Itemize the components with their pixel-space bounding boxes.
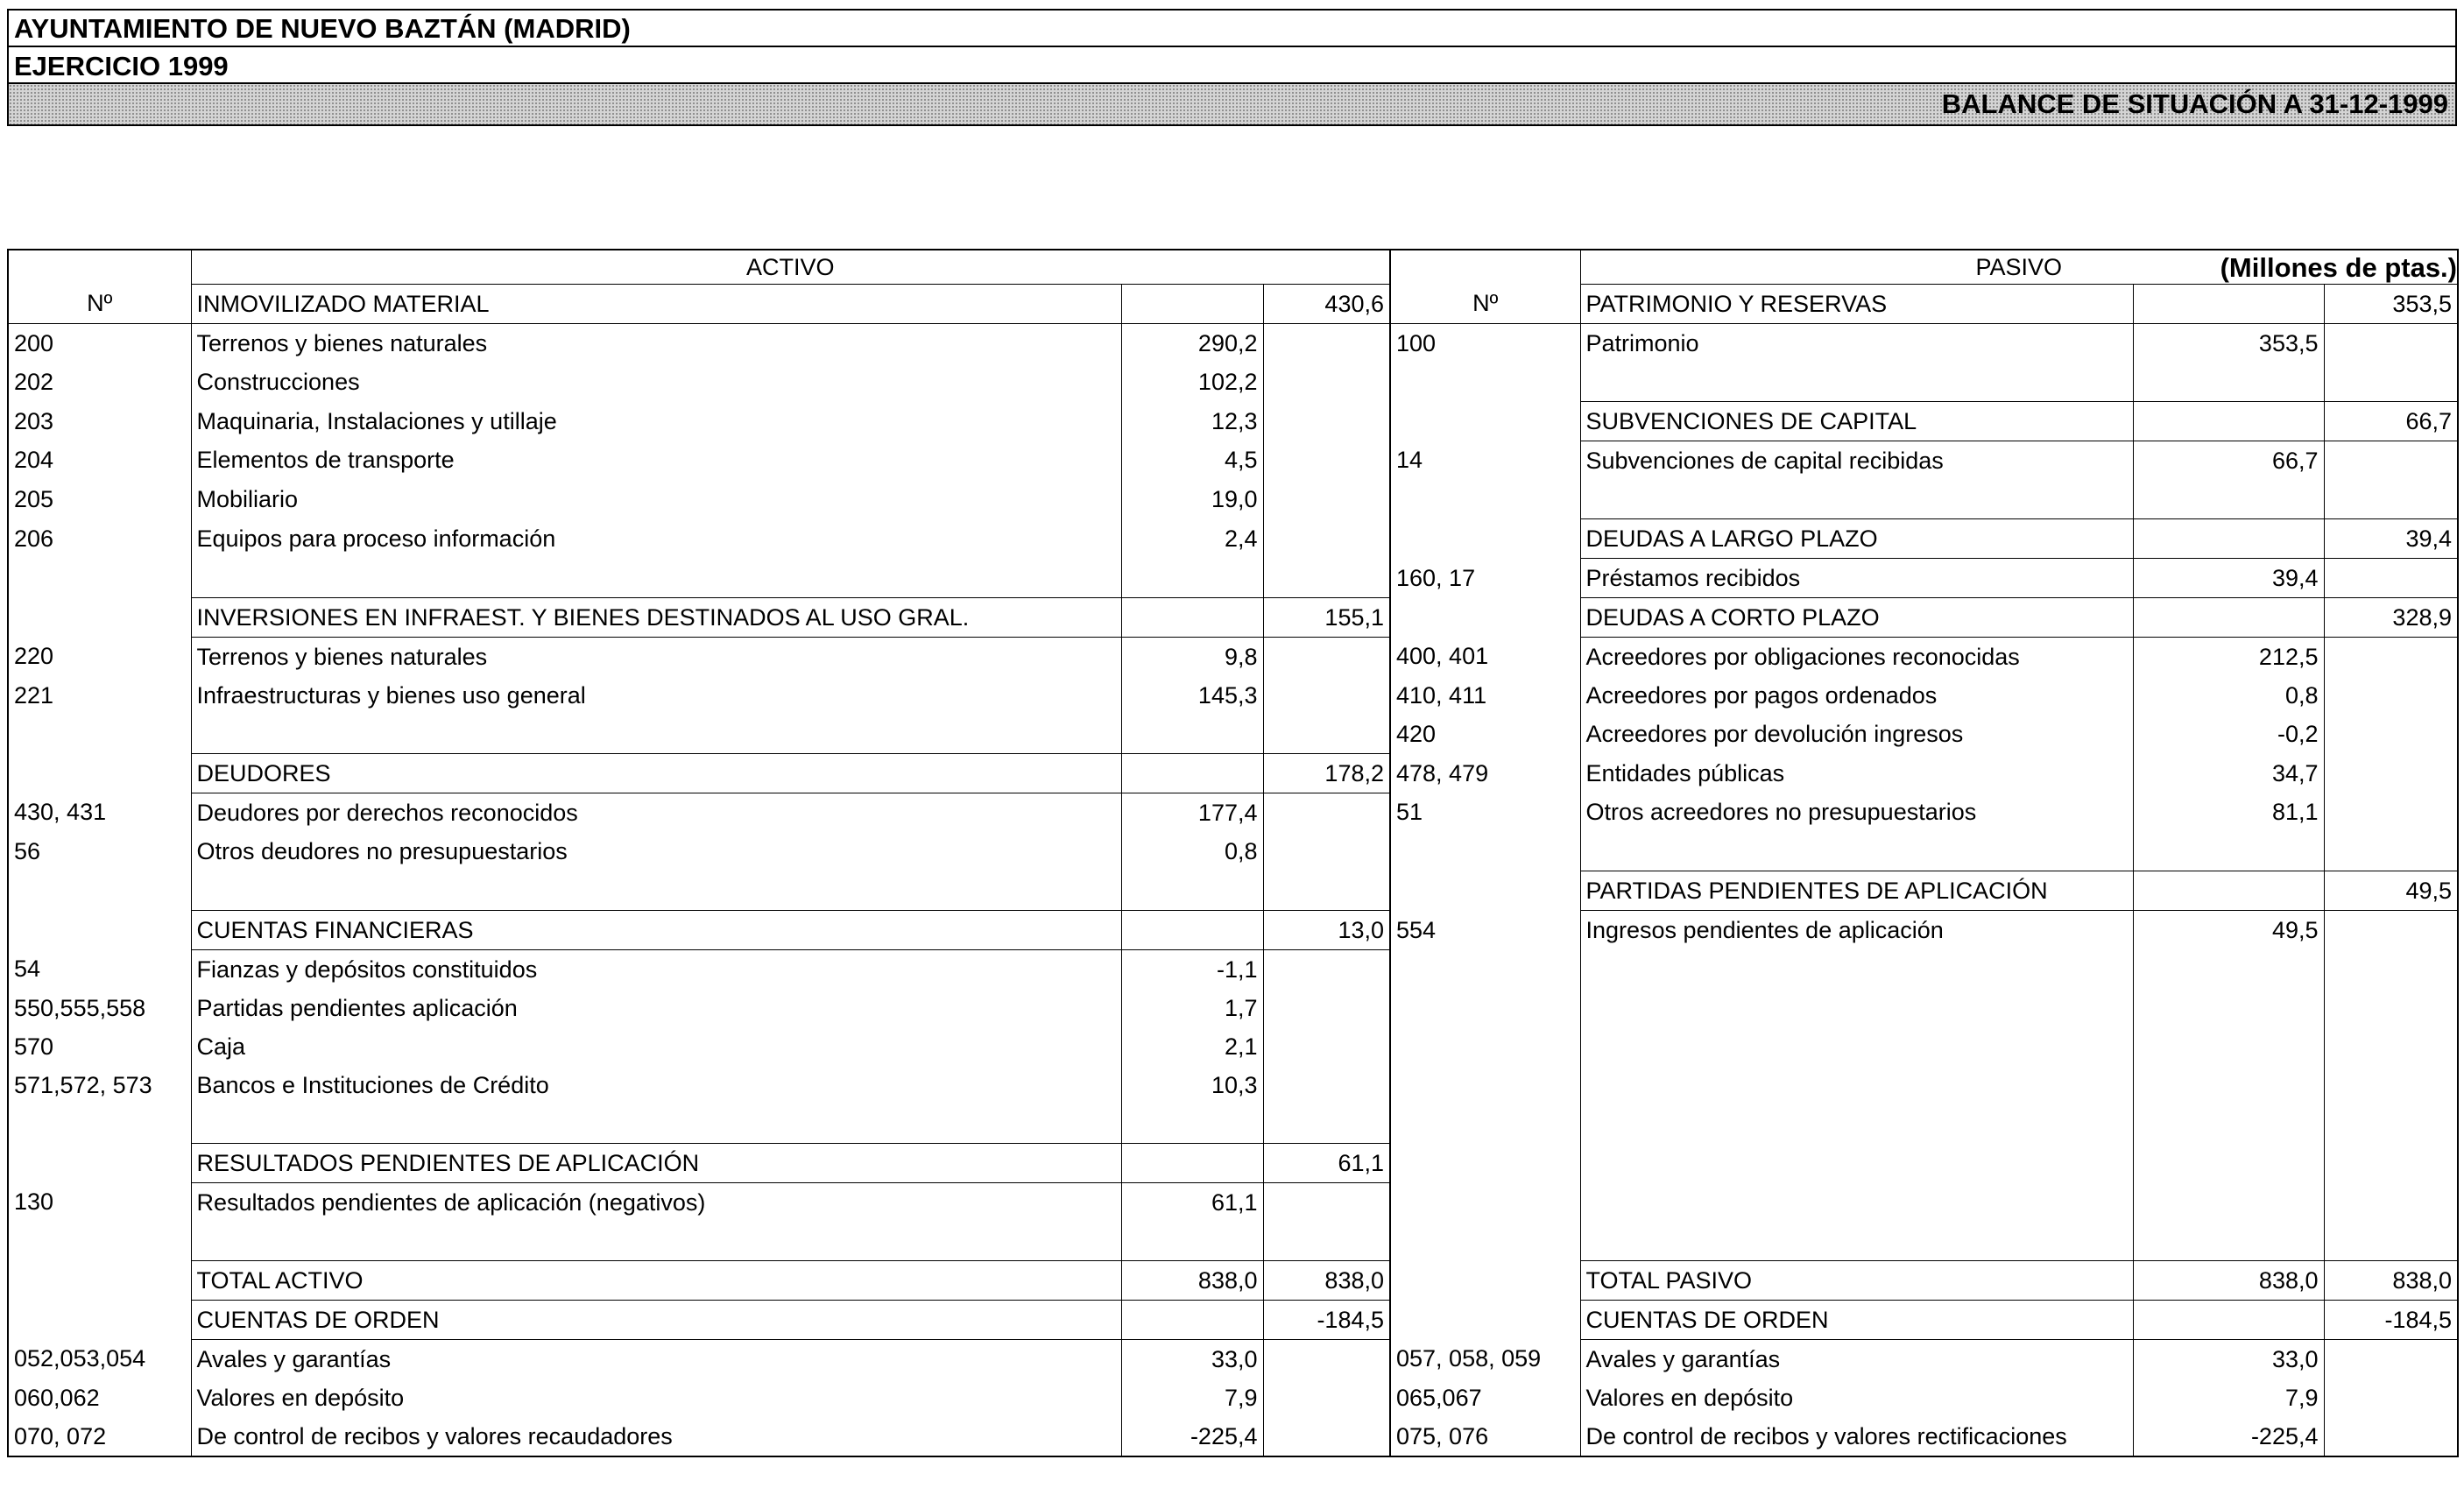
pasivo-label-cell xyxy=(1580,1222,2133,1261)
pasivo-code-cell: 51 xyxy=(1390,793,1580,833)
pasivo-total-cell xyxy=(2324,1027,2458,1066)
pasivo-label-cell: Ingresos pendientes de aplicación xyxy=(1580,911,2133,950)
activo-value-cell xyxy=(1121,1104,1263,1144)
pasivo-label-cell xyxy=(1580,989,2133,1027)
activo-code-cell xyxy=(8,1144,191,1183)
pasivo-total-cell xyxy=(2324,559,2458,598)
table-row xyxy=(8,402,2458,441)
activo-code-cell: 070, 072 xyxy=(8,1417,191,1456)
activo-label-cell: Avales y garantías xyxy=(191,1340,1121,1379)
pasivo-total-cell xyxy=(2324,754,2458,793)
table-row xyxy=(8,1104,2458,1144)
activo-label-cell: Otros deudores no presupuestarios xyxy=(191,832,1121,871)
activo-value-cell: 4,5 xyxy=(1121,441,1263,481)
pasivo-header: PASIVO xyxy=(1580,250,2458,285)
activo-total-cell xyxy=(1263,1104,1390,1144)
activo-total-cell xyxy=(1263,989,1390,1027)
pasivo-value-cell xyxy=(2133,1144,2324,1183)
pasivo-label-cell: Avales y garantías xyxy=(1580,1340,2133,1379)
activo-total-cell xyxy=(1263,480,1390,519)
activo-label-cell: CUENTAS DE ORDEN xyxy=(191,1301,1121,1340)
pasivo-value-cell xyxy=(2133,363,2324,402)
activo-total-cell: 178,2 xyxy=(1263,754,1390,793)
pasivo-total-cell xyxy=(2324,832,2458,871)
pasivo-total-cell xyxy=(2324,1066,2458,1104)
pasivo-label-cell: PATRIMONIO Y RESERVAS xyxy=(1580,285,2133,324)
activo-total-cell xyxy=(1263,871,1390,911)
activo-code-cell: 54 xyxy=(8,950,191,990)
pasivo-label-cell: Entidades públicas xyxy=(1580,754,2133,793)
pasivo-value-cell: 353,5 xyxy=(2133,324,2324,363)
activo-value-cell: 10,3 xyxy=(1121,1066,1263,1104)
activo-value-cell: 33,0 xyxy=(1121,1340,1263,1379)
activo-total-cell xyxy=(1263,402,1390,441)
pasivo-code-cell xyxy=(1390,402,1580,441)
table-row xyxy=(8,871,2458,911)
activo-label-cell: Construcciones xyxy=(191,363,1121,402)
activo-total-cell xyxy=(1263,793,1390,833)
pasivo-total-cell xyxy=(2324,441,2458,481)
pasivo-code-cell xyxy=(1390,480,1580,519)
activo-total-cell: -184,5 xyxy=(1263,1301,1390,1340)
balance-sheet-table xyxy=(7,249,2459,1457)
activo-code-cell: 571,572, 573 xyxy=(8,1066,191,1104)
pasivo-total-cell xyxy=(2324,911,2458,950)
pasivo-code-cell xyxy=(1390,1301,1580,1340)
pasivo-code-cell xyxy=(1390,950,1580,990)
activo-label-cell: Caja xyxy=(191,1027,1121,1066)
pasivo-code-cell xyxy=(1390,363,1580,402)
activo-value-cell: 9,8 xyxy=(1121,638,1263,677)
activo-total-cell: 61,1 xyxy=(1263,1144,1390,1183)
pasivo-code-cell: 160, 17 xyxy=(1390,559,1580,598)
pasivo-code-cell xyxy=(1390,519,1580,559)
pasivo-total-cell xyxy=(2324,989,2458,1027)
activo-label-cell: Resultados pendientes de aplicación (negativos) xyxy=(191,1183,1121,1223)
activo-code-cell: 221 xyxy=(8,676,191,715)
activo-code-cell: 200 xyxy=(8,324,191,363)
activo-code-cell xyxy=(8,1222,191,1261)
activo-label-cell: INVERSIONES EN INFRAEST. Y BIENES DESTINADOS AL USO GRAL. xyxy=(191,598,1121,638)
pasivo-label-cell: PARTIDAS PENDIENTES DE APLICACIÓN xyxy=(1580,871,2133,911)
activo-value-cell xyxy=(1121,1301,1263,1340)
pasivo-code-cell xyxy=(1390,598,1580,638)
pasivo-total-cell xyxy=(2324,638,2458,677)
pasivo-label-cell: Préstamos recibidos xyxy=(1580,559,2133,598)
pasivo-label-cell: Acreedores por pagos ordenados xyxy=(1580,676,2133,715)
pasivo-value-cell xyxy=(2133,598,2324,638)
activo-label-cell: Equipos para proceso información xyxy=(191,519,1121,559)
activo-value-cell: 2,1 xyxy=(1121,1027,1263,1066)
pasivo-code-cell xyxy=(1390,1261,1580,1301)
pasivo-value-cell xyxy=(2133,1066,2324,1104)
activo-value-cell: 2,4 xyxy=(1121,519,1263,559)
pasivo-value-cell xyxy=(2133,1104,2324,1144)
pasivo-value-cell: 7,9 xyxy=(2133,1379,2324,1417)
pasivo-total-cell: 49,5 xyxy=(2324,871,2458,911)
activo-label-cell: Fianzas y depósitos constituidos xyxy=(191,950,1121,990)
activo-value-cell: 7,9 xyxy=(1121,1379,1263,1417)
table-row xyxy=(8,1183,2458,1223)
table-row xyxy=(8,363,2458,402)
pasivo-value-cell: 34,7 xyxy=(2133,754,2324,793)
table-row xyxy=(8,441,2458,481)
activo-code-cell: 550,555,558 xyxy=(8,989,191,1027)
activo-total-cell xyxy=(1263,363,1390,402)
activo-total-cell xyxy=(1263,519,1390,559)
pasivo-value-cell xyxy=(2133,519,2324,559)
pasivo-value-cell: 33,0 xyxy=(2133,1340,2324,1379)
table-row xyxy=(8,598,2458,638)
pasivo-total-cell xyxy=(2324,480,2458,519)
activo-label-cell: De control de recibos y valores recaudadores xyxy=(191,1417,1121,1456)
activo-label-cell: Terrenos y bienes naturales xyxy=(191,638,1121,677)
table-row xyxy=(8,480,2458,519)
activo-code-cell: 220 xyxy=(8,638,191,677)
pasivo-code-cell: 478, 479 xyxy=(1390,754,1580,793)
exercise-title: EJERCICIO 1999 xyxy=(7,46,2457,84)
table-row xyxy=(8,793,2458,833)
activo-code-cell xyxy=(8,559,191,598)
activo-value-cell: -1,1 xyxy=(1121,950,1263,990)
pasivo-value-cell xyxy=(2133,989,2324,1027)
pasivo-total-cell: -184,5 xyxy=(2324,1301,2458,1340)
activo-label-cell xyxy=(191,1222,1121,1261)
pasivo-label-cell: SUBVENCIONES DE CAPITAL xyxy=(1580,402,2133,441)
activo-value-cell xyxy=(1121,911,1263,950)
pasivo-total-cell xyxy=(2324,324,2458,363)
activo-total-cell: 430,6 xyxy=(1263,285,1390,324)
activo-total-cell xyxy=(1263,832,1390,871)
pasivo-code-cell xyxy=(1390,1066,1580,1104)
pasivo-label-cell: Acreedores por obligaciones reconocidas xyxy=(1580,638,2133,677)
table-row xyxy=(8,638,2458,677)
entity-title: AYUNTAMIENTO DE NUEVO BAZTÁN (MADRID) xyxy=(7,9,2457,47)
activo-label-cell: RESULTADOS PENDIENTES DE APLICACIÓN xyxy=(191,1144,1121,1183)
activo-total-cell xyxy=(1263,1379,1390,1417)
activo-code-cell: 202 xyxy=(8,363,191,402)
pasivo-value-cell xyxy=(2133,1222,2324,1261)
activo-value-cell xyxy=(1121,1222,1263,1261)
table-row xyxy=(8,950,2458,990)
pasivo-label-cell: DEUDAS A LARGO PLAZO xyxy=(1580,519,2133,559)
activo-label-cell: INMOVILIZADO MATERIAL xyxy=(191,285,1121,324)
pasivo-label-cell: De control de recibos y valores rectificaciones xyxy=(1580,1417,2133,1456)
activo-code-cell xyxy=(8,1261,191,1301)
activo-total-cell xyxy=(1263,559,1390,598)
report-title: BALANCE DE SITUACIÓN A 31-12-1999 xyxy=(7,82,2457,126)
pasivo-code-cell: 065,067 xyxy=(1390,1379,1580,1417)
table-row xyxy=(8,324,2458,363)
pasivo-value-cell: -0,2 xyxy=(2133,715,2324,754)
activo-total-cell xyxy=(1263,441,1390,481)
pasivo-label-cell xyxy=(1580,1183,2133,1223)
activo-value-cell xyxy=(1121,871,1263,911)
activo-value-cell: 838,0 xyxy=(1121,1261,1263,1301)
activo-code-cell: 203 xyxy=(8,402,191,441)
activo-code-cell xyxy=(8,598,191,638)
activo-total-cell xyxy=(1263,676,1390,715)
balance-rows xyxy=(8,250,2458,1456)
activo-value-cell: 177,4 xyxy=(1121,793,1263,833)
activo-value-cell: 61,1 xyxy=(1121,1183,1263,1223)
activo-total-cell xyxy=(1263,324,1390,363)
pasivo-total-cell xyxy=(2324,676,2458,715)
activo-total-cell: 13,0 xyxy=(1263,911,1390,950)
activo-label-cell: Mobiliario xyxy=(191,480,1121,519)
activo-code-cell xyxy=(8,911,191,950)
activo-label-cell xyxy=(191,1104,1121,1144)
activo-code-cell xyxy=(8,871,191,911)
activo-value-cell xyxy=(1121,285,1263,324)
pasivo-total-cell: 328,9 xyxy=(2324,598,2458,638)
activo-code-cell xyxy=(8,1301,191,1340)
pasivo-value-cell xyxy=(2133,950,2324,990)
activo-value-cell: 290,2 xyxy=(1121,324,1263,363)
activo-value-cell: 19,0 xyxy=(1121,480,1263,519)
table-row xyxy=(8,519,2458,559)
activo-label-cell: Bancos e Instituciones de Crédito xyxy=(191,1066,1121,1104)
pasivo-code-cell xyxy=(1390,1222,1580,1261)
activo-code-cell: 205 xyxy=(8,480,191,519)
pasivo-code-cell: 554 xyxy=(1390,911,1580,950)
pasivo-code-cell xyxy=(1390,1183,1580,1223)
pasivo-total-cell: 353,5 xyxy=(2324,285,2458,324)
pasivo-code-cell xyxy=(1390,1027,1580,1066)
activo-total-cell: 155,1 xyxy=(1263,598,1390,638)
pasivo-label-cell xyxy=(1580,832,2133,871)
pasivo-total-cell xyxy=(2324,1379,2458,1417)
activo-label-cell: Infraestructuras y bienes uso general xyxy=(191,676,1121,715)
activo-label-cell: CUENTAS FINANCIERAS xyxy=(191,911,1121,950)
pasivo-label-cell xyxy=(1580,1104,2133,1144)
activo-code-cell: 204 xyxy=(8,441,191,481)
activo-label-cell: Maquinaria, Instalaciones y utillaje xyxy=(191,402,1121,441)
pasivo-label-cell xyxy=(1580,363,2133,402)
pasivo-code-cell: 14 xyxy=(1390,441,1580,481)
pasivo-total-cell: 66,7 xyxy=(2324,402,2458,441)
activo-total-cell xyxy=(1263,1027,1390,1066)
table-row xyxy=(8,989,2458,1027)
table-row xyxy=(8,285,2458,324)
activo-value-cell xyxy=(1121,598,1263,638)
pasivo-label-cell: Patrimonio xyxy=(1580,324,2133,363)
table-row xyxy=(8,1340,2458,1379)
activo-value-cell xyxy=(1121,559,1263,598)
pasivo-value-cell xyxy=(2133,1301,2324,1340)
activo-value-cell: 12,3 xyxy=(1121,402,1263,441)
activo-code-cell xyxy=(8,715,191,754)
activo-value-cell xyxy=(1121,715,1263,754)
activo-label-cell: Terrenos y bienes naturales xyxy=(191,324,1121,363)
pasivo-label-cell: CUENTAS DE ORDEN xyxy=(1580,1301,2133,1340)
section-header-row xyxy=(8,250,2458,285)
activo-label-cell xyxy=(191,715,1121,754)
activo-code-cell: 430, 431 xyxy=(8,793,191,833)
activo-label-cell: DEUDORES xyxy=(191,754,1121,793)
table-row xyxy=(8,715,2458,754)
pasivo-total-cell xyxy=(2324,715,2458,754)
pasivo-label-cell: DEUDAS A CORTO PLAZO xyxy=(1580,598,2133,638)
activo-value-cell: 0,8 xyxy=(1121,832,1263,871)
pasivo-label-cell: Otros acreedores no presupuestarios xyxy=(1580,793,2133,833)
activo-total-cell xyxy=(1263,1417,1390,1456)
pasivo-code-cell: 100 xyxy=(1390,324,1580,363)
activo-value-cell: 1,7 xyxy=(1121,989,1263,1027)
pasivo-total-cell xyxy=(2324,1340,2458,1379)
activo-label-cell: TOTAL ACTIVO xyxy=(191,1261,1121,1301)
activo-code-cell: 570 xyxy=(8,1027,191,1066)
activo-label-cell: Valores en depósito xyxy=(191,1379,1121,1417)
activo-total-cell: 838,0 xyxy=(1263,1261,1390,1301)
activo-value-cell: 145,3 xyxy=(1121,676,1263,715)
pasivo-label-cell xyxy=(1580,480,2133,519)
activo-code-cell: 060,062 xyxy=(8,1379,191,1417)
pasivo-label-cell xyxy=(1580,1066,2133,1104)
pasivo-total-cell: 838,0 xyxy=(2324,1261,2458,1301)
pasivo-value-cell: 39,4 xyxy=(2133,559,2324,598)
pasivo-total-cell: 39,4 xyxy=(2324,519,2458,559)
pasivo-total-cell xyxy=(2324,1144,2458,1183)
table-row xyxy=(8,559,2458,598)
table-row xyxy=(8,1417,2458,1456)
activo-total-cell xyxy=(1263,1340,1390,1379)
pasivo-value-cell: 838,0 xyxy=(2133,1261,2324,1301)
pasivo-code-cell: 057, 058, 059 xyxy=(1390,1340,1580,1379)
pasivo-total-cell xyxy=(2324,1222,2458,1261)
pasivo-label-cell: TOTAL PASIVO xyxy=(1580,1261,2133,1301)
pasivo-value-cell xyxy=(2133,1027,2324,1066)
pasivo-code-cell xyxy=(1390,1104,1580,1144)
activo-label-cell xyxy=(191,559,1121,598)
table-row xyxy=(8,1379,2458,1417)
activo-label-cell xyxy=(191,871,1121,911)
table-row xyxy=(8,1222,2458,1261)
pasivo-code-cell: Nº xyxy=(1390,285,1580,324)
table-row xyxy=(8,1066,2458,1104)
pasivo-label-cell xyxy=(1580,950,2133,990)
pasivo-code-cell: 420 xyxy=(1390,715,1580,754)
pasivo-value-cell: 81,1 xyxy=(2133,793,2324,833)
activo-total-cell xyxy=(1263,715,1390,754)
activo-value-cell xyxy=(1121,754,1263,793)
pasivo-code-cell xyxy=(1390,871,1580,911)
activo-total-cell xyxy=(1263,1066,1390,1104)
pasivo-code-cell: 400, 401 xyxy=(1390,638,1580,677)
table-row xyxy=(8,676,2458,715)
table-row xyxy=(8,1261,2458,1301)
pasivo-code-cell: 075, 076 xyxy=(1390,1417,1580,1456)
pasivo-code-cell xyxy=(1390,832,1580,871)
activo-label-cell: Partidas pendientes aplicación xyxy=(191,989,1121,1027)
pasivo-value-cell xyxy=(2133,480,2324,519)
activo-value-cell: -225,4 xyxy=(1121,1417,1263,1456)
pasivo-total-cell xyxy=(2324,1183,2458,1223)
pasivo-total-cell xyxy=(2324,1104,2458,1144)
pasivo-label-cell: Subvenciones de capital recibidas xyxy=(1580,441,2133,481)
pasivo-total-cell xyxy=(2324,950,2458,990)
activo-total-cell xyxy=(1263,950,1390,990)
pasivo-value-cell: 49,5 xyxy=(2133,911,2324,950)
units-label: (Millones de ptas.) xyxy=(2220,252,2457,283)
table-row xyxy=(8,754,2458,793)
pasivo-value-cell: -225,4 xyxy=(2133,1417,2324,1456)
pasivo-total-cell xyxy=(2324,793,2458,833)
pasivo-label-cell xyxy=(1580,1144,2133,1183)
activo-header: ACTIVO xyxy=(191,250,1390,285)
activo-total-cell xyxy=(1263,1222,1390,1261)
pasivo-value-cell xyxy=(2133,402,2324,441)
pasivo-value-cell: 66,7 xyxy=(2133,441,2324,481)
pasivo-value-cell xyxy=(2133,832,2324,871)
activo-value-cell xyxy=(1121,1144,1263,1183)
activo-code-cell: 206 xyxy=(8,519,191,559)
table-row xyxy=(8,1301,2458,1340)
pasivo-total-cell xyxy=(2324,363,2458,402)
activo-total-cell xyxy=(1263,1183,1390,1223)
activo-code-cell xyxy=(8,754,191,793)
pasivo-value-cell: 0,8 xyxy=(2133,676,2324,715)
table-row xyxy=(8,1027,2458,1066)
activo-code-cell: 56 xyxy=(8,832,191,871)
pasivo-label-cell: Acreedores por devolución ingresos xyxy=(1580,715,2133,754)
activo-code-cell: 130 xyxy=(8,1183,191,1223)
pasivo-label-cell xyxy=(1580,1027,2133,1066)
activo-code-cell xyxy=(8,1104,191,1144)
activo-code-cell: 052,053,054 xyxy=(8,1340,191,1379)
activo-label-cell: Deudores por derechos reconocidos xyxy=(191,793,1121,833)
activo-value-cell: 102,2 xyxy=(1121,363,1263,402)
table-row xyxy=(8,1144,2458,1183)
pasivo-code-cell xyxy=(1390,1144,1580,1183)
activo-label-cell: Elementos de transporte xyxy=(191,441,1121,481)
pasivo-total-cell xyxy=(2324,1417,2458,1456)
pasivo-label-cell: Valores en depósito xyxy=(1580,1379,2133,1417)
activo-code-cell: Nº xyxy=(8,285,191,324)
activo-total-cell xyxy=(1263,638,1390,677)
pasivo-code-cell xyxy=(1390,989,1580,1027)
pasivo-value-cell: 212,5 xyxy=(2133,638,2324,677)
table-row xyxy=(8,911,2458,950)
pasivo-value-cell xyxy=(2133,871,2324,911)
pasivo-code-cell: 410, 411 xyxy=(1390,676,1580,715)
pasivo-value-cell xyxy=(2133,1183,2324,1223)
table-row xyxy=(8,832,2458,871)
pasivo-value-cell xyxy=(2133,285,2324,324)
